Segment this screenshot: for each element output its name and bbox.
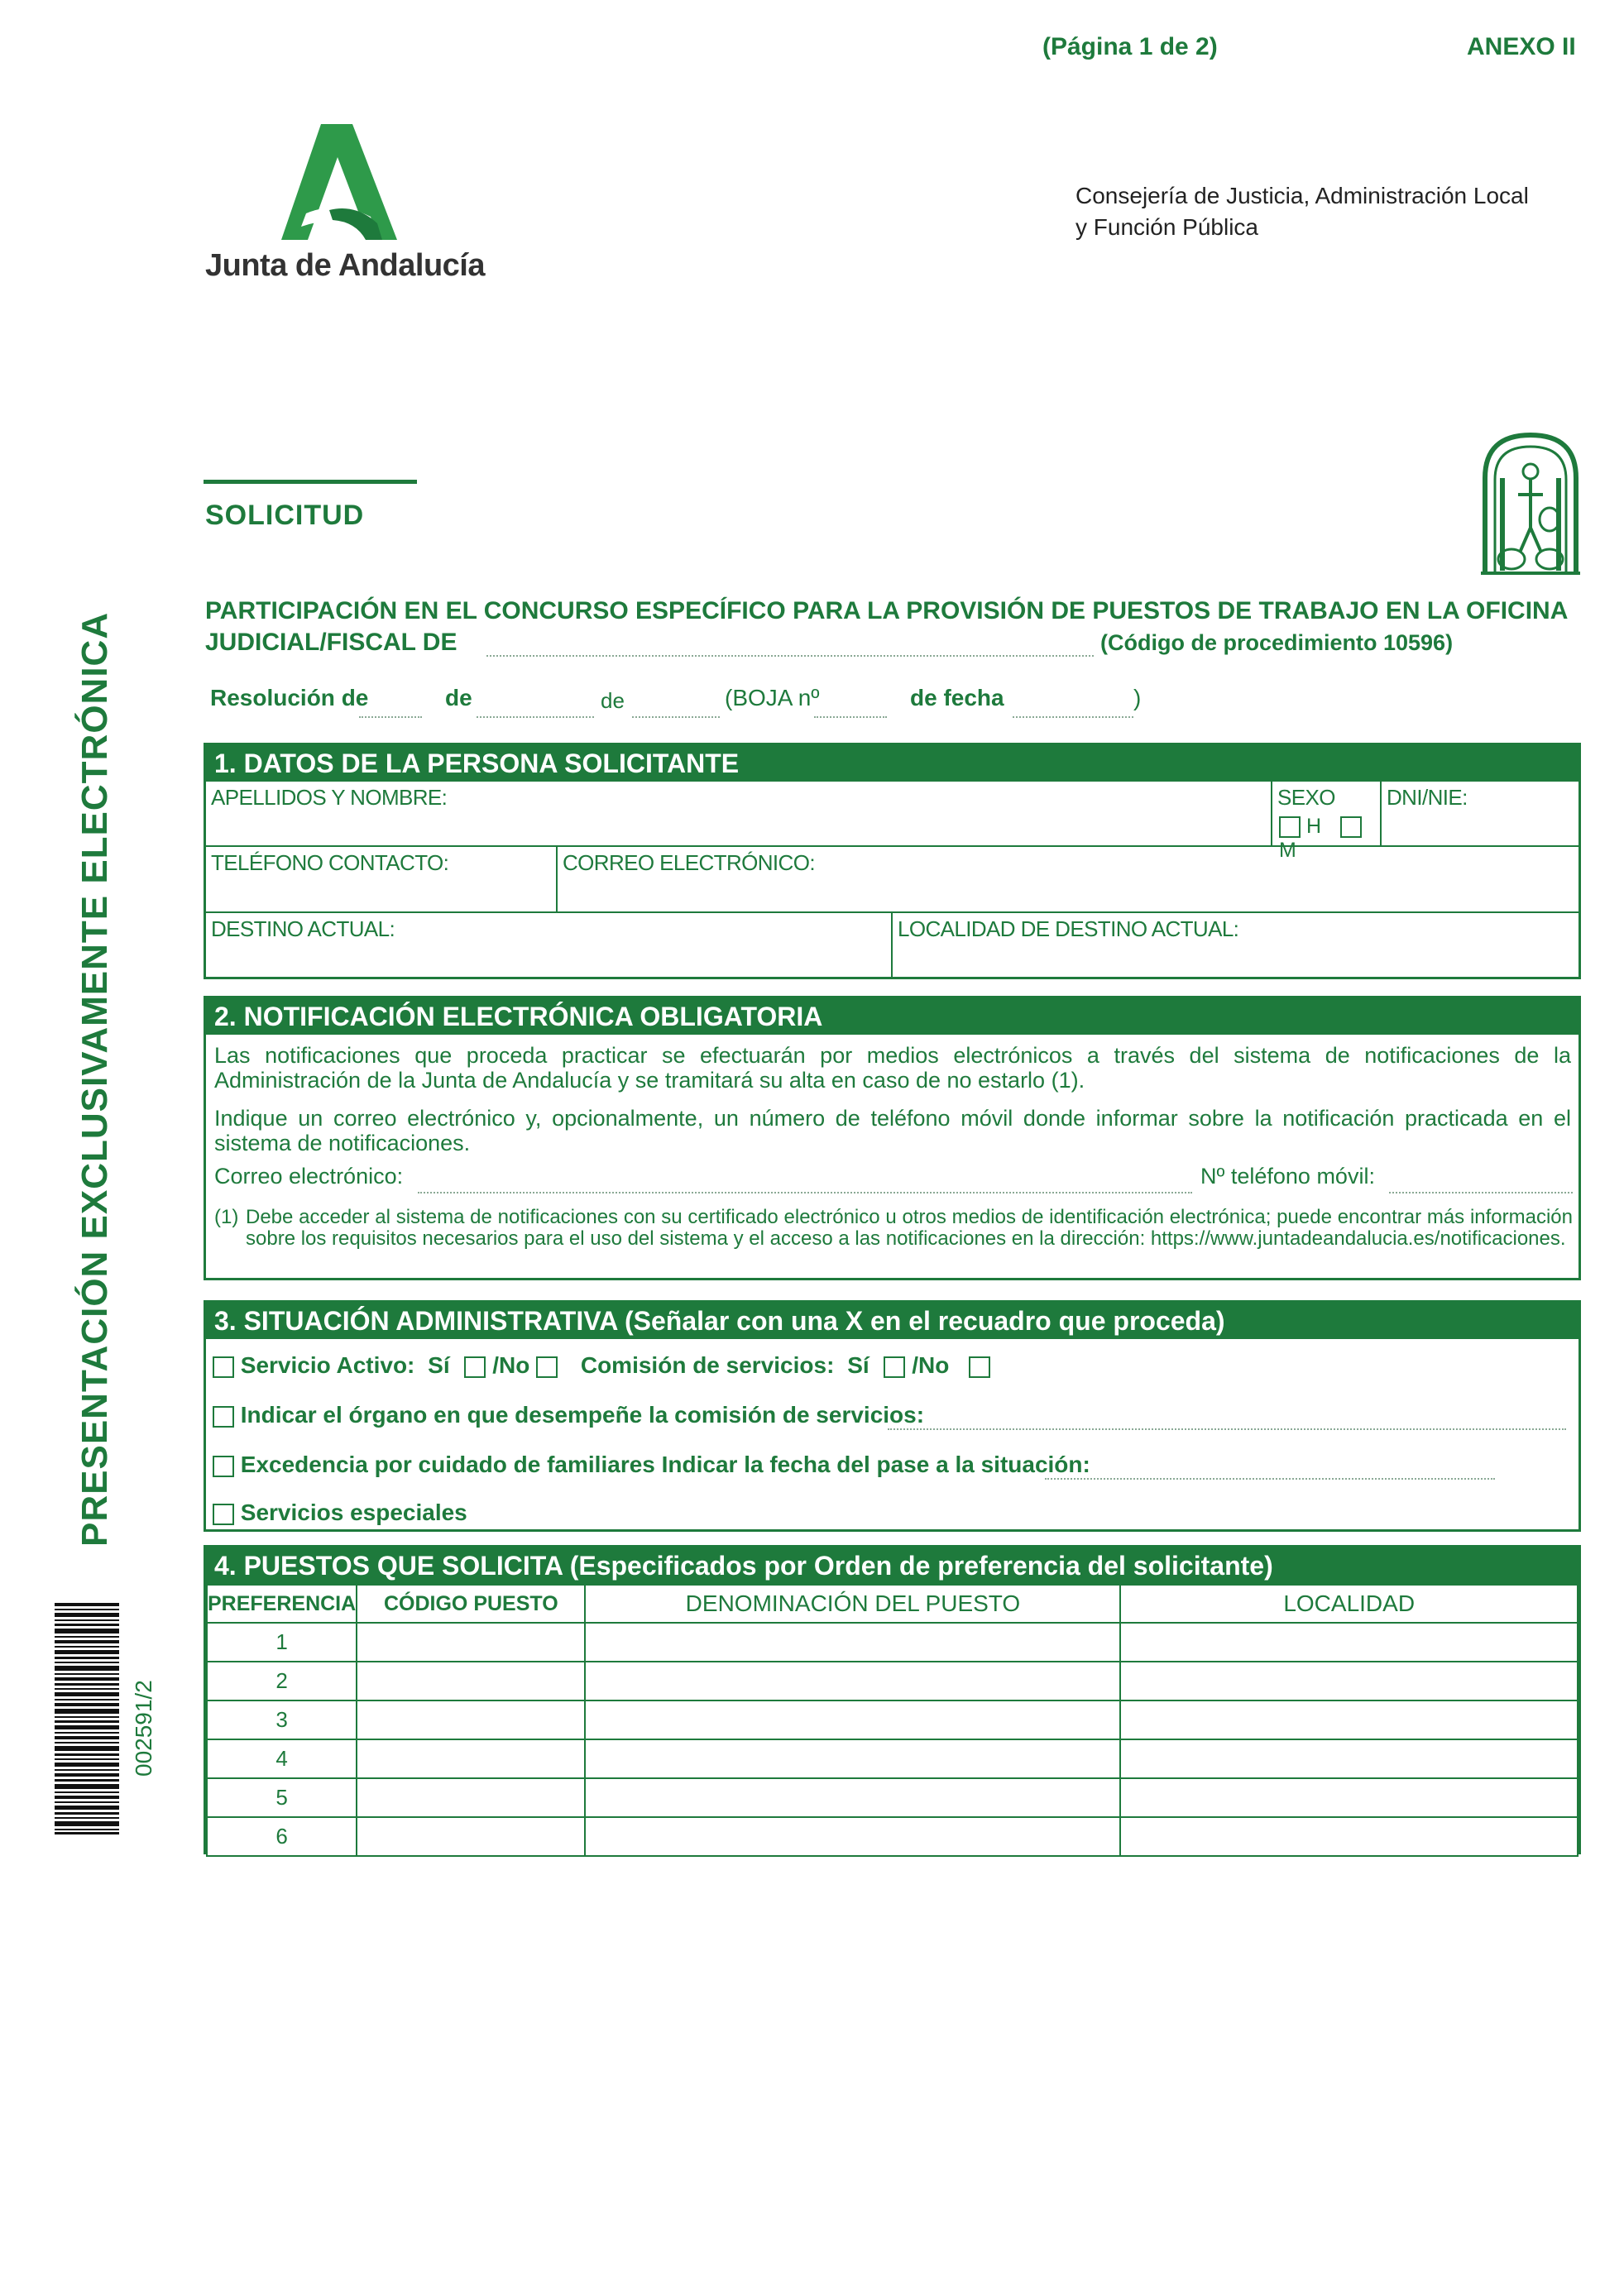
codigo-cell[interactable]	[357, 1778, 585, 1817]
footnote-number: (1)	[214, 1206, 239, 1228]
localidad-cell[interactable]	[1120, 1817, 1578, 1856]
comision-no-label: /No	[912, 1352, 950, 1378]
solicitud-rule	[204, 480, 417, 484]
boja-label: (BOJA nº	[725, 685, 820, 710]
table-row	[207, 1739, 1578, 1778]
resolution-month-line[interactable]	[477, 716, 594, 718]
row-preference-number: 6	[207, 1817, 357, 1856]
servicio-activo-si-label: Sí	[428, 1352, 450, 1378]
resolution-de-1: de	[445, 685, 472, 710]
sexo-m-checkbox[interactable]	[1340, 816, 1362, 838]
brand-name: Junta de Andalucía	[205, 248, 485, 283]
junta-logo-icon	[273, 124, 405, 240]
sexo-m-label: M	[1279, 839, 1296, 862]
row-preference-number: 5	[207, 1778, 357, 1817]
comision-no-checkbox[interactable]	[969, 1356, 990, 1378]
servicios-especiales-row	[213, 1500, 467, 1526]
boja-number-line[interactable]	[814, 716, 887, 718]
section-4-title: 4. PUESTOS QUE SOLICITA (Especificados por Orden de preferencia del solicitante)	[206, 1547, 1578, 1584]
col-codigo-puesto: CÓDIGO PUESTO	[357, 1585, 585, 1623]
resolution-day-line[interactable]	[359, 716, 422, 718]
form-title-line-2: JUDICIAL/FISCAL DE	[205, 629, 457, 656]
notification-email-label: Correo electrónico:	[214, 1164, 404, 1189]
codigo-cell[interactable]	[357, 1817, 585, 1856]
denominacion-cell[interactable]	[585, 1623, 1120, 1662]
resolution-de-2: de	[601, 688, 625, 713]
sexo-h-label: H	[1305, 815, 1322, 838]
apellidos-label: APELLIDOS Y NOMBRE:	[211, 785, 448, 810]
apellidos-field[interactable]	[206, 782, 1272, 847]
servicios-especiales-checkbox[interactable]	[213, 1504, 234, 1525]
organo-input-line[interactable]	[888, 1428, 1566, 1430]
andalucia-coat-of-arms-icon	[1477, 428, 1584, 577]
row-preference-number: 3	[207, 1700, 357, 1739]
notification-phone-label: Nº teléfono móvil:	[1200, 1164, 1375, 1189]
col-preferencia: PREFERENCIA	[207, 1585, 357, 1623]
codigo-cell[interactable]	[357, 1700, 585, 1739]
page-number: (Página 1 de 2)	[1042, 33, 1218, 60]
servicio-activo-no-checkbox[interactable]	[536, 1356, 558, 1378]
servicio-activo-si-checkbox[interactable]	[464, 1356, 486, 1378]
destino-field[interactable]	[206, 913, 893, 977]
row-preference-number: 4	[207, 1739, 357, 1778]
servicio-activo-no-label: /No	[492, 1352, 530, 1378]
section-3-title: 3. SITUACIÓN ADMINISTRATIVA (Señalar con una X en el recuadro que proceda)	[206, 1303, 1578, 1339]
boja-date-line[interactable]	[1013, 716, 1133, 718]
sexo-field	[1272, 782, 1382, 862]
posts-table-header	[207, 1585, 1578, 1623]
denominacion-cell[interactable]	[585, 1662, 1120, 1700]
table-row	[207, 1662, 1578, 1700]
servicios-especiales-label: Servicios especiales	[240, 1500, 467, 1525]
dni-label: DNI/NIE:	[1387, 785, 1468, 810]
resolution-close: )	[1133, 685, 1142, 710]
row-preference-number: 2	[207, 1662, 357, 1700]
servicio-activo-checkbox[interactable]	[213, 1356, 234, 1378]
correo-field[interactable]	[558, 847, 1578, 913]
procedure-code: (Código de procedimiento 10596)	[1100, 630, 1454, 655]
document-type: SOLICITUD	[205, 500, 365, 531]
telefono-field[interactable]	[206, 847, 558, 913]
resolution-label: Resolución de	[210, 685, 369, 710]
section-2-title: 2. NOTIFICACIÓN ELECTRÓNICA OBLIGATORIA	[206, 998, 1578, 1035]
department-line-2: y Función Pública	[1075, 214, 1259, 240]
denominacion-cell[interactable]	[585, 1739, 1120, 1778]
table-row	[207, 1700, 1578, 1739]
table-row	[207, 1817, 1578, 1856]
section-requested-posts	[204, 1545, 1581, 1854]
localidad-cell[interactable]	[1120, 1739, 1578, 1778]
electronic-submission-notice: PRESENTACIÓN EXCLUSIVAMENTE ELECTRÓNICA	[74, 611, 115, 1547]
posts-table	[206, 1584, 1578, 1857]
sexo-label: SEXO	[1277, 785, 1335, 810]
servicio-activo-row	[213, 1352, 990, 1379]
telefono-label: TELÉFONO CONTACTO:	[211, 850, 449, 875]
servicio-activo-label: Servicio Activo:	[240, 1352, 415, 1378]
notification-phone-input[interactable]	[1389, 1192, 1573, 1193]
correo-label: CORREO ELECTRÓNICO:	[563, 850, 815, 875]
table-row	[207, 1623, 1578, 1662]
department-name	[1075, 180, 1529, 243]
codigo-cell[interactable]	[357, 1739, 585, 1778]
excedencia-label: Excedencia por cuidado de familiares Indicar la fecha del pase a la situación:	[240, 1452, 1090, 1477]
organo-checkbox[interactable]	[213, 1406, 234, 1428]
section-1-title: 1. DATOS DE LA PERSONA SOLICITANTE	[206, 745, 1578, 782]
localidad-cell[interactable]	[1120, 1700, 1578, 1739]
localidad-cell[interactable]	[1120, 1623, 1578, 1662]
annex-label: ANEXO II	[1467, 33, 1576, 60]
sexo-h-checkbox[interactable]	[1279, 816, 1301, 838]
form-title-line-1: PARTICIPACIÓN EN EL CONCURSO ESPECÍFICO PARA LA PROVISIÓN DE PUESTOS DE TRABAJO EN LA OFICINA	[205, 597, 1569, 624]
row-preference-number: 1	[207, 1623, 357, 1662]
dni-field[interactable]	[1382, 782, 1578, 847]
comision-si-checkbox[interactable]	[884, 1356, 905, 1378]
codigo-cell[interactable]	[357, 1662, 585, 1700]
col-denominacion: DENOMINACIÓN DEL PUESTO	[585, 1585, 1120, 1623]
localidad-cell[interactable]	[1120, 1778, 1578, 1817]
col-localidad: LOCALIDAD	[1120, 1585, 1578, 1623]
section-notification	[204, 996, 1581, 1280]
denominacion-cell[interactable]	[585, 1817, 1120, 1856]
codigo-cell[interactable]	[357, 1623, 585, 1662]
organo-row	[213, 1402, 924, 1428]
denominacion-cell[interactable]	[585, 1700, 1120, 1739]
notification-paragraph-1: Las notificaciones que proceda practicar se efectuarán por medios electrónicos a través del sistema de notificaciones de la Administración de la Junta de Andalucía y se tramitará su alta en caso de no estarlo (1).	[214, 1043, 1571, 1093]
resolution-year-line[interactable]	[632, 716, 720, 718]
notification-email-input[interactable]	[418, 1192, 1192, 1193]
excedencia-checkbox[interactable]	[213, 1456, 234, 1477]
comision-label: Comisión de servicios:	[580, 1352, 835, 1378]
barcode-number: 002591/2	[131, 1680, 156, 1777]
section-admin-status	[204, 1300, 1581, 1532]
organo-label: Indicar el órgano en que desempeñe la comisión de servicios:	[240, 1402, 925, 1428]
destino-label: DESTINO ACTUAL:	[211, 916, 395, 941]
excedencia-row	[213, 1452, 1090, 1478]
comision-si-label: Sí	[847, 1352, 869, 1378]
table-row	[207, 1778, 1578, 1817]
localidad-cell[interactable]	[1120, 1662, 1578, 1700]
localidad-destino-field[interactable]	[893, 913, 1578, 977]
barcode-icon	[55, 1603, 119, 1834]
denominacion-cell[interactable]	[585, 1778, 1120, 1817]
footnote-text: Debe acceder al sistema de notificaciones con su certificado electrónico u otros medios de identificación electrónica; puede encontrar más información sobre los requisitos necesarios para el uso del sistema y el acceso a las notificaciones en la dirección: https://www.juntadeandalucia.es/notificaciones.	[246, 1206, 1573, 1250]
section-personal-data	[204, 743, 1581, 979]
department-line-1: Consejería de Justicia, Administración Local	[1075, 183, 1529, 208]
oficina-input-line[interactable]	[486, 655, 1094, 657]
date-label: de fecha	[910, 685, 1004, 710]
excedencia-date-line[interactable]	[1045, 1478, 1495, 1480]
localidad-destino-label: LOCALIDAD DE DESTINO ACTUAL:	[898, 916, 1239, 941]
notification-paragraph-2: Indique un correo electrónico y, opcionalmente, un número de teléfono móvil donde informar sobre la notificación practicada en el sistema de notificaciones.	[214, 1106, 1571, 1155]
